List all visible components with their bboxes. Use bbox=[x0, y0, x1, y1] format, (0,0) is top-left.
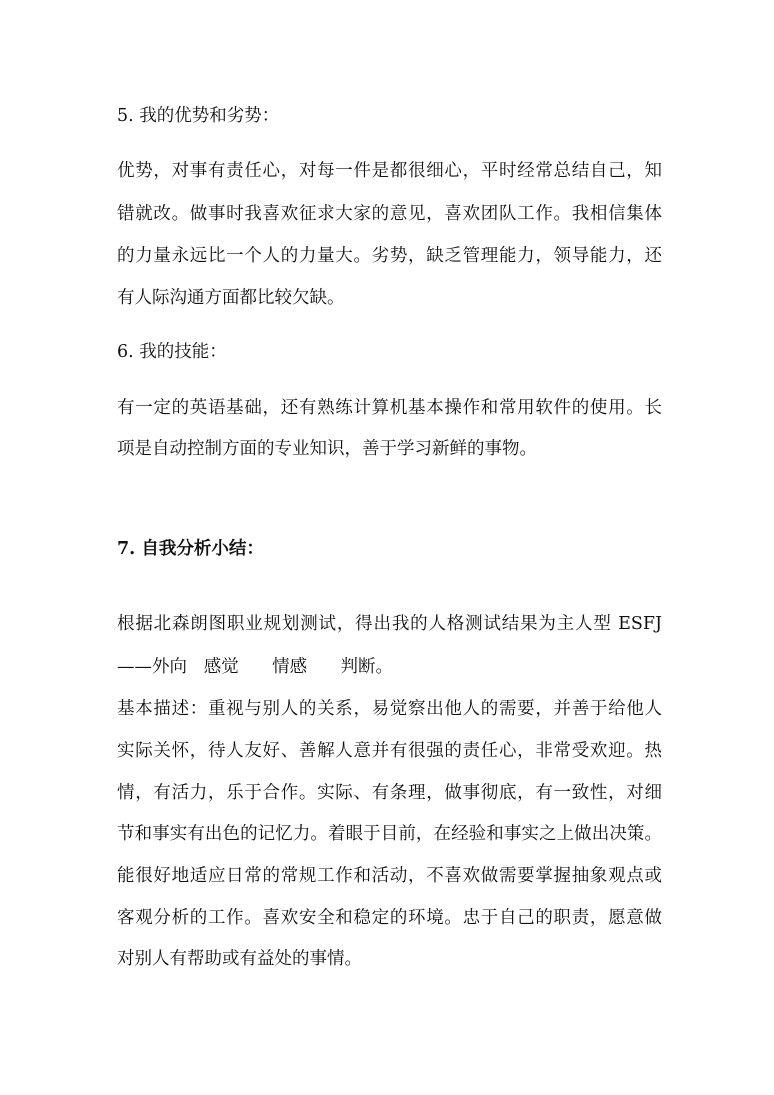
section-5-paragraph-line-1: 优势，对事有责任心，对每一件是都很细心，平时经常总结自己，知 bbox=[117, 161, 662, 181]
section-7-description-line-4: 节和事实有出色的记忆力。着眼于目前，在经验和事实之上做出决策。 bbox=[117, 824, 662, 844]
section-7-description-line-6: 客观分析的工作。喜欢安全和稳定的环境。忠于自己的职责，愿意做 bbox=[117, 908, 662, 928]
section-7-description-line-7: 对别人有帮助或有益处的事情。 bbox=[117, 949, 362, 969]
section-7-description-line-5: 能很好地适应日常的常规工作和活动，不喜欢做需要掌握抽象观点或 bbox=[117, 866, 662, 886]
section-7-heading: 7. 自我分析小结： bbox=[117, 539, 264, 559]
section-7-description-line-1: 基本描述：重视与别人的关系，易觉察出他人的需要，并善于给他人 bbox=[117, 699, 662, 719]
section-7-intro-line-2: ——外向 感觉 情感 判断。 bbox=[117, 657, 393, 677]
section-5-heading: 5. 我的优势和劣势： bbox=[117, 106, 280, 126]
section-7-intro-line-1: 根据北森朗图职业规划测试，得出我的人格测试结果为主人型 ESFJ bbox=[117, 614, 662, 634]
section-7-description-line-2: 实际关怀，待人友好、善解人意并有很强的责任心，非常受欢迎。热 bbox=[117, 741, 662, 761]
section-7-description-line-3: 情，有活力，乐于合作。实际、有条理，做事彻底，有一致性，对细 bbox=[117, 783, 662, 803]
section-5-paragraph-line-3: 的力量永远比一个人的力量大。劣势，缺乏管理能力，领导能力，还 bbox=[117, 246, 662, 266]
section-6-paragraph-line-2: 项是自动控制方面的专业知识，善于学习新鲜的事物。 bbox=[117, 439, 537, 459]
section-6-heading: 6. 我的技能： bbox=[117, 342, 227, 362]
section-5-paragraph-line-2: 错就改。做事时我喜欢征求大家的意见，喜欢团队工作。我相信集体 bbox=[117, 204, 662, 224]
section-5-paragraph-line-4: 有人际沟通方面都比较欠缺。 bbox=[117, 288, 345, 308]
section-6-paragraph-line-1: 有一定的英语基础，还有熟练计算机基本操作和常用软件的使用。长 bbox=[117, 398, 662, 418]
